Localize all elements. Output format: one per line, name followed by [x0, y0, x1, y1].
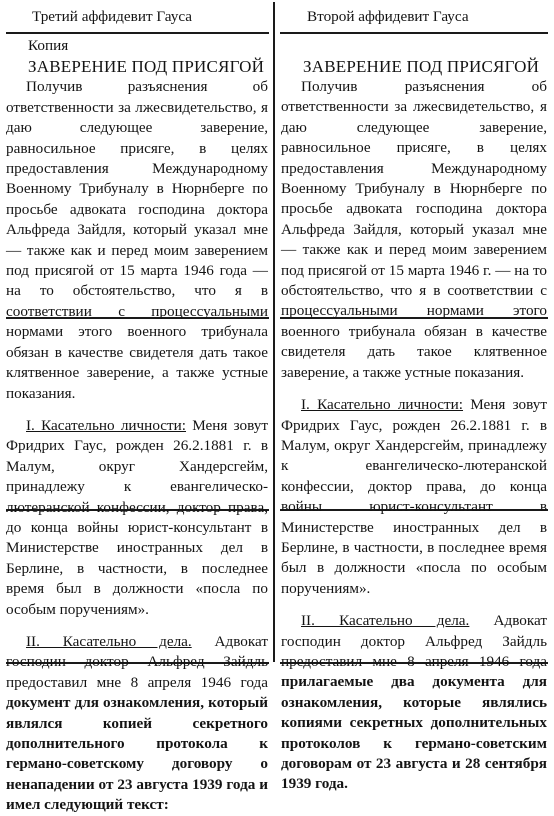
right-s2-text-a: Адвокат господин доктор Альфред Зайдль предоставил мне 8 апреля 1946 года — [281, 612, 547, 670]
spacer — [281, 383, 547, 391]
left-s2-text-b: документ для ознакомления, который являлся копией секретного дополнительного протокола к германо-советскому договору о ненападении от 23 августа 1939 года и имел следующий текст: — [6, 694, 268, 814]
right-section-2 — [281, 611, 547, 795]
spacer — [6, 404, 268, 412]
right-s2-heading: II. Касательно дела. — [301, 612, 470, 630]
right-s2-text-b: прилагаемые два документа для ознакомления, которые являлись копиями секретных дополнительных протоколов к германо-советским договорам от 23 августа и 28 сентября 1939 года. — [281, 673, 547, 793]
left-s2-text-a: Адвокат господин доктор Альфред Зайдль предоставил мне 8 апреля 1946 года — [6, 632, 268, 691]
right-section-1 — [281, 395, 547, 599]
left-section-2 — [6, 632, 268, 816]
right-header: Второй аффидевит Гауса — [307, 8, 469, 25]
right-column — [281, 0, 547, 795]
column-divider — [273, 2, 275, 662]
left-section-1 — [6, 416, 268, 620]
spacer — [6, 620, 268, 628]
spacer — [281, 36, 547, 56]
left-s2-heading: II. Касательно дела. — [26, 632, 192, 650]
left-column — [6, 0, 268, 816]
left-s1-heading: I. Касательно личности: — [26, 416, 187, 434]
right-s1-heading: I. Касательно личности: — [301, 396, 464, 414]
left-header: Третий аффидевит Гауса — [32, 8, 193, 25]
left-copy-label: Копия — [28, 37, 69, 54]
left-oath-title: ЗАВЕРЕНИЕ ПОД ПРИСЯГОЙ — [28, 57, 265, 77]
right-oath-title: ЗАВЕРЕНИЕ ПОД ПРИСЯГОЙ — [303, 57, 540, 76]
spacer — [281, 599, 547, 607]
right-intro: Получив разъяснения об ответственности за лжесвидетельство, я даю следующее заверение, равносильное присяге, в целях предоставления Международному Военному Трибуналу в Нюрнберге по просьбе адвоката господина доктора Альфреда Зайдля, который указал мне — также как и перед моим заверением под присягой от 15 марта 1946 г. — на то обстоятельство, что я в соответствии с процессуальными нормами этого военного трибунала обязан в качестве свидетеля дать такое клятвенное заверение, а также устные показания. — [281, 78, 547, 381]
left-s1-text: Меня зовут Фридрих Гаус, рожден 26.2.1881 г. в Малум, округ Хандерсгейм, принадлежу к евангелическо-лютеранской конфессии, доктор права, до конца войны юрист-консультант в Министерстве иностранных дел в Берлине, в частности, в последнее время был в должности «посла по особым поручениям». — [6, 416, 268, 618]
left-intro: Получив разъяснения об ответственности за лжесвидетельство, я даю следующее заверение, равносильное присяге, в целях предоставления Международному Военному Трибуналу в Нюрнберге по просьбе адвоката господина доктора Альфреда Зайдля, который указал мне — также как и перед моим заверением под присягой от 15 марта 1946 года — на то обстоятельство, что я в соответствии с процессуальными нормами этого военного трибунала обязан в качестве свидетеля дать такое клятвенное заверение, а также устные показания. — [6, 78, 268, 402]
right-s1-text: Меня зовут Фридрих Гаус, рожден 26.2.1881 г. в Малум, округ Хандерсгейм, принадлежу к евангелическо-лютеранской конфессии, доктор права, до конца войны юрист-консультант в Министерстве иностранных дел в Берлине, в частности, в последнее время был в должности «посла по особым поручениям». — [281, 396, 547, 597]
